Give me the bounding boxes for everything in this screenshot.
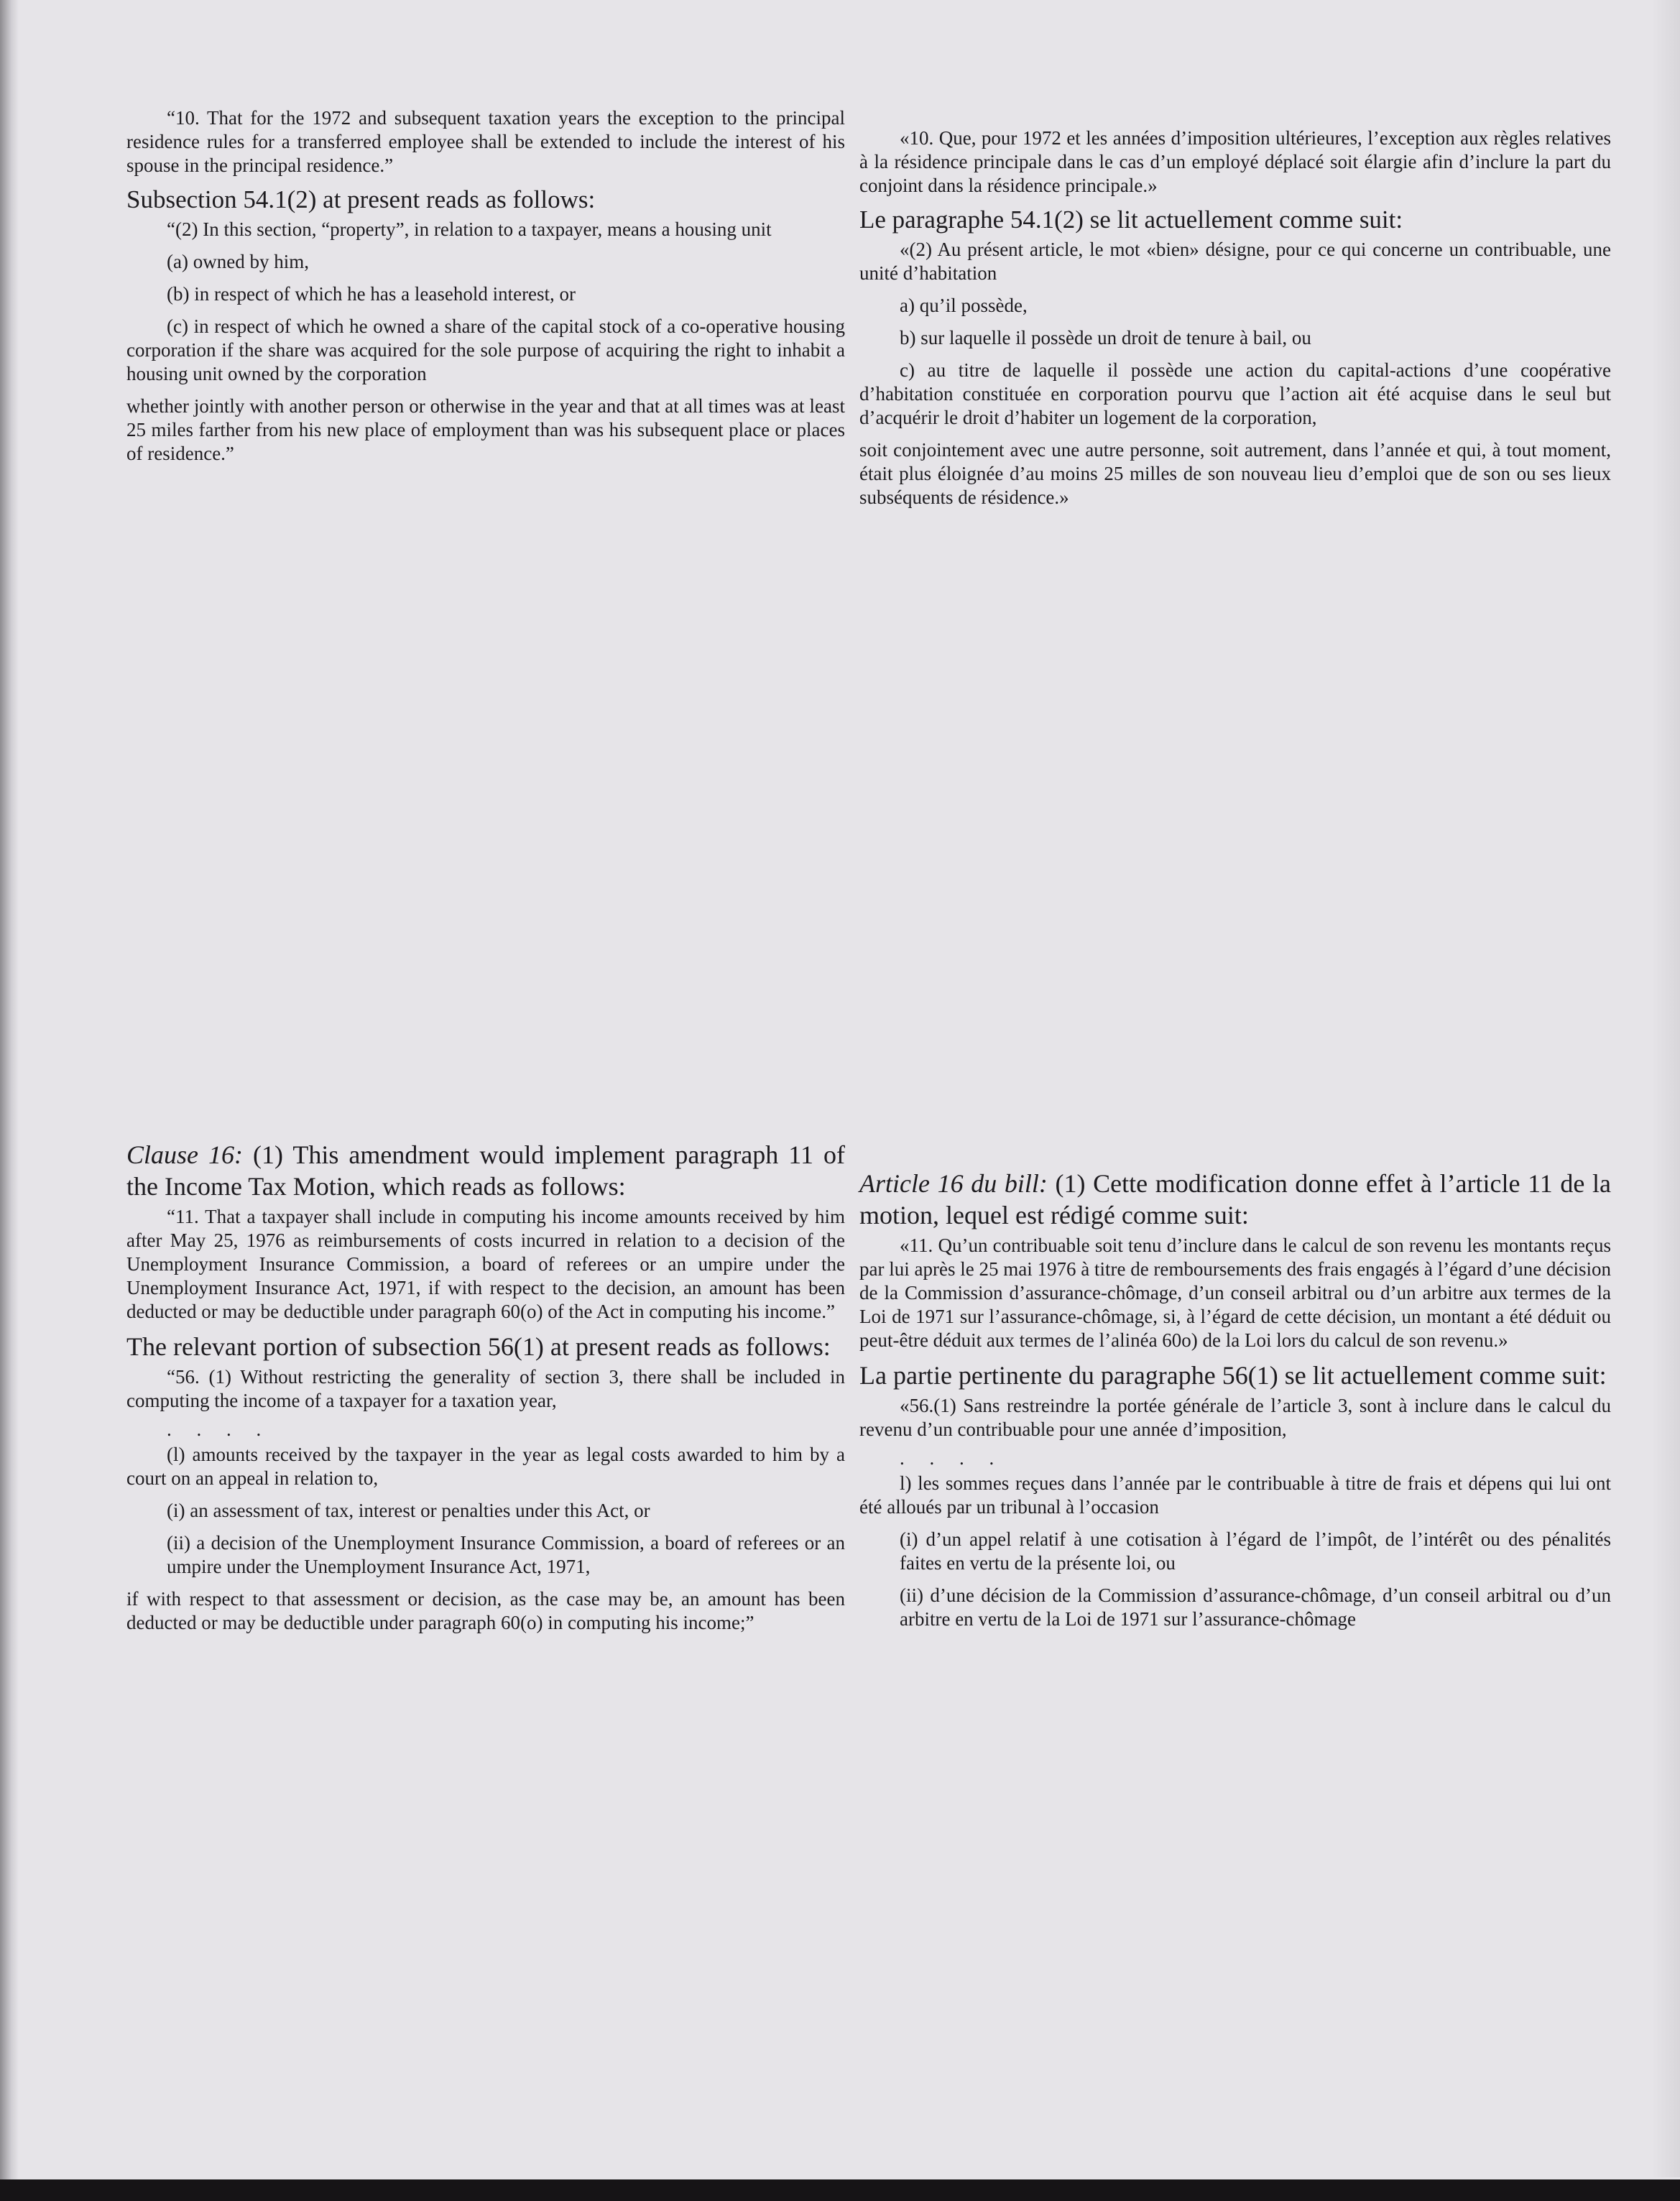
item-i-en: (i) an assessment of tax, interest or penalties under this Act, or <box>167 1500 650 1521</box>
page-shade <box>1651 0 1680 2177</box>
item-ii-en: (ii) a decision of the Unemployment Insurance Commission, a board of referees or an umpire under the Unemployment Insurance Act, 1971, <box>167 1532 845 1577</box>
item-l-en: (l) amounts received by the taxpayer in the year as legal costs awarded to him by a court on an appeal in relation to, <box>126 1444 845 1489</box>
clause-16-heading <box>126 1139 845 1202</box>
closing-clause-56-en: if with respect to that assessment or decision, as the case may be, an amount has been deducted or may be deductible under paragraph 60(o) in computing his income;” <box>126 1588 845 1633</box>
paragraphe-56-1-heading: La partie pertinente du paragraphe 56(1) se lit actuellement comme suit: <box>859 1361 1607 1390</box>
paragraph-10-fr: «10. Que, pour 1972 et les années d’imposition ultérieures, l’exception aux règles relatives à la résidence principale dans le cas d’un employé déplacé soit élargie afin d’inclure la part du conjoint dans la résidence principale.» <box>859 127 1611 196</box>
clause-text: (1) This amendment would implement paragraph 11 of the Income Tax Motion, which reads as follows: <box>126 1140 845 1201</box>
french-column-bottom <box>859 1161 1611 1631</box>
subsection-54-1-2-heading: Subsection 54.1(2) at present reads as follows: <box>126 185 596 213</box>
item-i-fr: (i) d’un appel relatif à une cotisation à l’égard de l’impôt, de l’intérêt ou des pénalités faites en vertu de la présente loi, ou <box>900 1528 1611 1574</box>
ellipsis-fr: . . . . <box>900 1447 1005 1469</box>
english-column-top <box>126 106 845 466</box>
section-56-intro-fr: «56.(1) Sans restreindre la portée générale de l’article 3, sont à inclure dans le calcul du revenu d’un contribuable pour une année d’imposition, <box>859 1395 1611 1440</box>
definition-intro-fr: «(2) Au présent article, le mot «bien» désigne, pour ce qui concerne un contribuable, une unité d’habitation <box>859 239 1611 284</box>
item-c-en: (c) in respect of which he owned a share of the capital stock of a co-operative housing corporation if the share was acquired for the sole purpose of acquiring the right to inhabit a housing unit owned by the corporation <box>126 315 845 384</box>
closing-clause-en: whether jointly with another person or otherwise in the year and that at all times was at least 25 miles farther from his new place of employment than was his subsequent place or places of residence.” <box>126 395 845 464</box>
french-column-top <box>859 126 1611 509</box>
scan-bottom-border <box>0 2179 1680 2201</box>
item-a-fr: a) qu’il possède, <box>900 295 1028 316</box>
paragraph-10-en: “10. That for the 1972 and subsequent taxation years the exception to the principal residence rules for a transferred employee shall be extended to include the interest of his spouse in the principal residence.” <box>126 107 845 176</box>
page-binding-edge <box>0 0 19 2201</box>
item-l-fr: l) les sommes reçues dans l’année par le contribuable à titre de frais et dépens qui lui ont été alloués par un tribunal à l’occasion <box>859 1472 1611 1518</box>
item-c-fr: c) au titre de laquelle il possède une action du capital-actions d’une coopérative d’habitation constituée en corporation pourvu que l’action ait été acquise dans le seul but d’acquérir le droit d’habiter un logement de la corporation, <box>859 359 1611 428</box>
article-label: Article 16 du bill: <box>859 1169 1048 1198</box>
subsection-56-1-heading: The relevant portion of subsection 56(1) at present reads as follows: <box>126 1332 831 1361</box>
section-56-intro-en: “56. (1) Without restricting the generality of section 3, there shall be included in computing the income of a taxpayer for a taxation year, <box>126 1366 845 1411</box>
item-a-en: (a) owned by him, <box>167 251 309 272</box>
item-ii-fr: (ii) d’une décision de la Commission d’assurance-chômage, d’un conseil arbitral ou d’un arbitre en vertu de la Loi de 1971 sur l’assurance-chômage <box>900 1584 1611 1630</box>
clause-label: Clause 16: <box>126 1140 244 1169</box>
item-b-fr: b) sur laquelle il possède un droit de tenure à bail, ou <box>900 327 1311 349</box>
ellipsis-en: . . . . <box>167 1418 272 1440</box>
closing-clause-fr: soit conjointement avec une autre personne, soit autrement, dans l’année et qui, à tout moment, était plus éloignée d’au moins 25 milles de son nouveau lieu d’emploi que de son ou ses lieux subséquents de résidence.» <box>859 439 1611 508</box>
english-column-bottom <box>126 1132 845 1635</box>
definition-intro-en: “(2) In this section, “property”, in relation to a taxpayer, means a housing unit <box>167 218 772 240</box>
article-16-heading <box>859 1168 1611 1231</box>
item-b-en: (b) in respect of which he has a leasehold interest, or <box>167 283 576 305</box>
paragraphe-54-1-2-heading: Le paragraphe 54.1(2) se lit actuellement comme suit: <box>859 206 1403 234</box>
paragraph-11-en: “11. That a taxpayer shall include in computing his income amounts received by him after May 25, 1976 as reimbursements of costs incurred in relation to a decision of the Unemployment Insurance Commission, a board of referees or an umpire under the Unemployment Insurance Act, 1971, if with respect to the decision, an amount has been deducted or may be deductible under paragraph 60(o) of the Act in computing his income.” <box>126 1206 845 1322</box>
paragraph-11-fr: «11. Qu’un contribuable soit tenu d’inclure dans le calcul de son revenu les montants reçus par lui après le 25 mai 1976 à titre de remboursements des frais engagés à l’égard d’une décision de la Commission d’assurance-chômage, d’un conseil arbitral ou d’un arbitre aux termes de la Loi de 1971 sur l’assurance-chômage, si, à l’égard de cette décision, un montant a été déduit ou peut-être déduit aux termes de l’alinéa 60o) de la Loi lors du calcul de son revenu.» <box>859 1235 1611 1351</box>
article-text: (1) Cette modification donne effet à l’article 11 de la motion, lequel est rédigé comme suit: <box>859 1169 1611 1229</box>
